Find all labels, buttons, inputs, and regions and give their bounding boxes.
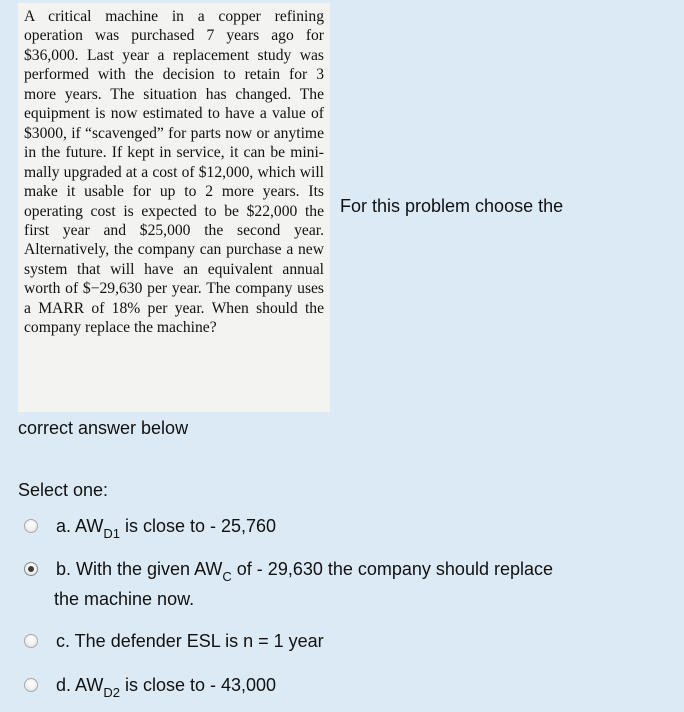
problem-text: A critical machine in a copper refining operation was purchased 7 years ago for $36,000. Last year a replacement study was performed with the decision to retain for 3 more years. The situation has changed. The equipment is now estimated to have a value of $3000, if “scavenged” for parts now or anytime in the future. If kept in service, it can be minimally upgraded at a cost of $12,000, which will make it usable for up to 2 more years. Its operating cost is expected to be $22,000 the first year and $25,000 the second year. Alternatively, the company can purchase a new system that will have an equivalent annual worth of $−29,630 per year. The company uses a MARR of 18% per year. When should the company replace the machine? — [24, 8, 324, 337]
option-b-label[interactable]: b. With the given $AW_C$ of - 29,630 the company should replace — [56, 559, 554, 584]
problem-image — [18, 3, 330, 412]
option-a-radio[interactable] — [24, 519, 38, 533]
question-text-part1: For this problem choose the — [340, 196, 564, 216]
option-b[interactable] — [24, 554, 664, 609]
select-one-label: Select one: — [18, 480, 109, 500]
option-b-radio[interactable] — [24, 562, 38, 576]
option-a-label[interactable]: a. $AW_{D1}$ is close to - 25,760 — [56, 516, 277, 541]
option-b-label-line2[interactable]: the machine now. — [54, 589, 195, 609]
option-d-label[interactable]: d. $AW_{D2}$ is close to - 43,000 — [56, 675, 277, 700]
option-d-radio[interactable] — [24, 678, 38, 692]
option-d[interactable] — [24, 670, 664, 700]
option-c-label[interactable]: c. The defender ESL is n = 1 year — [56, 631, 324, 651]
option-c[interactable] — [24, 626, 664, 656]
question-text-part2: correct answer below — [18, 418, 189, 438]
option-a[interactable] — [24, 511, 664, 541]
option-c-radio[interactable] — [24, 634, 38, 648]
